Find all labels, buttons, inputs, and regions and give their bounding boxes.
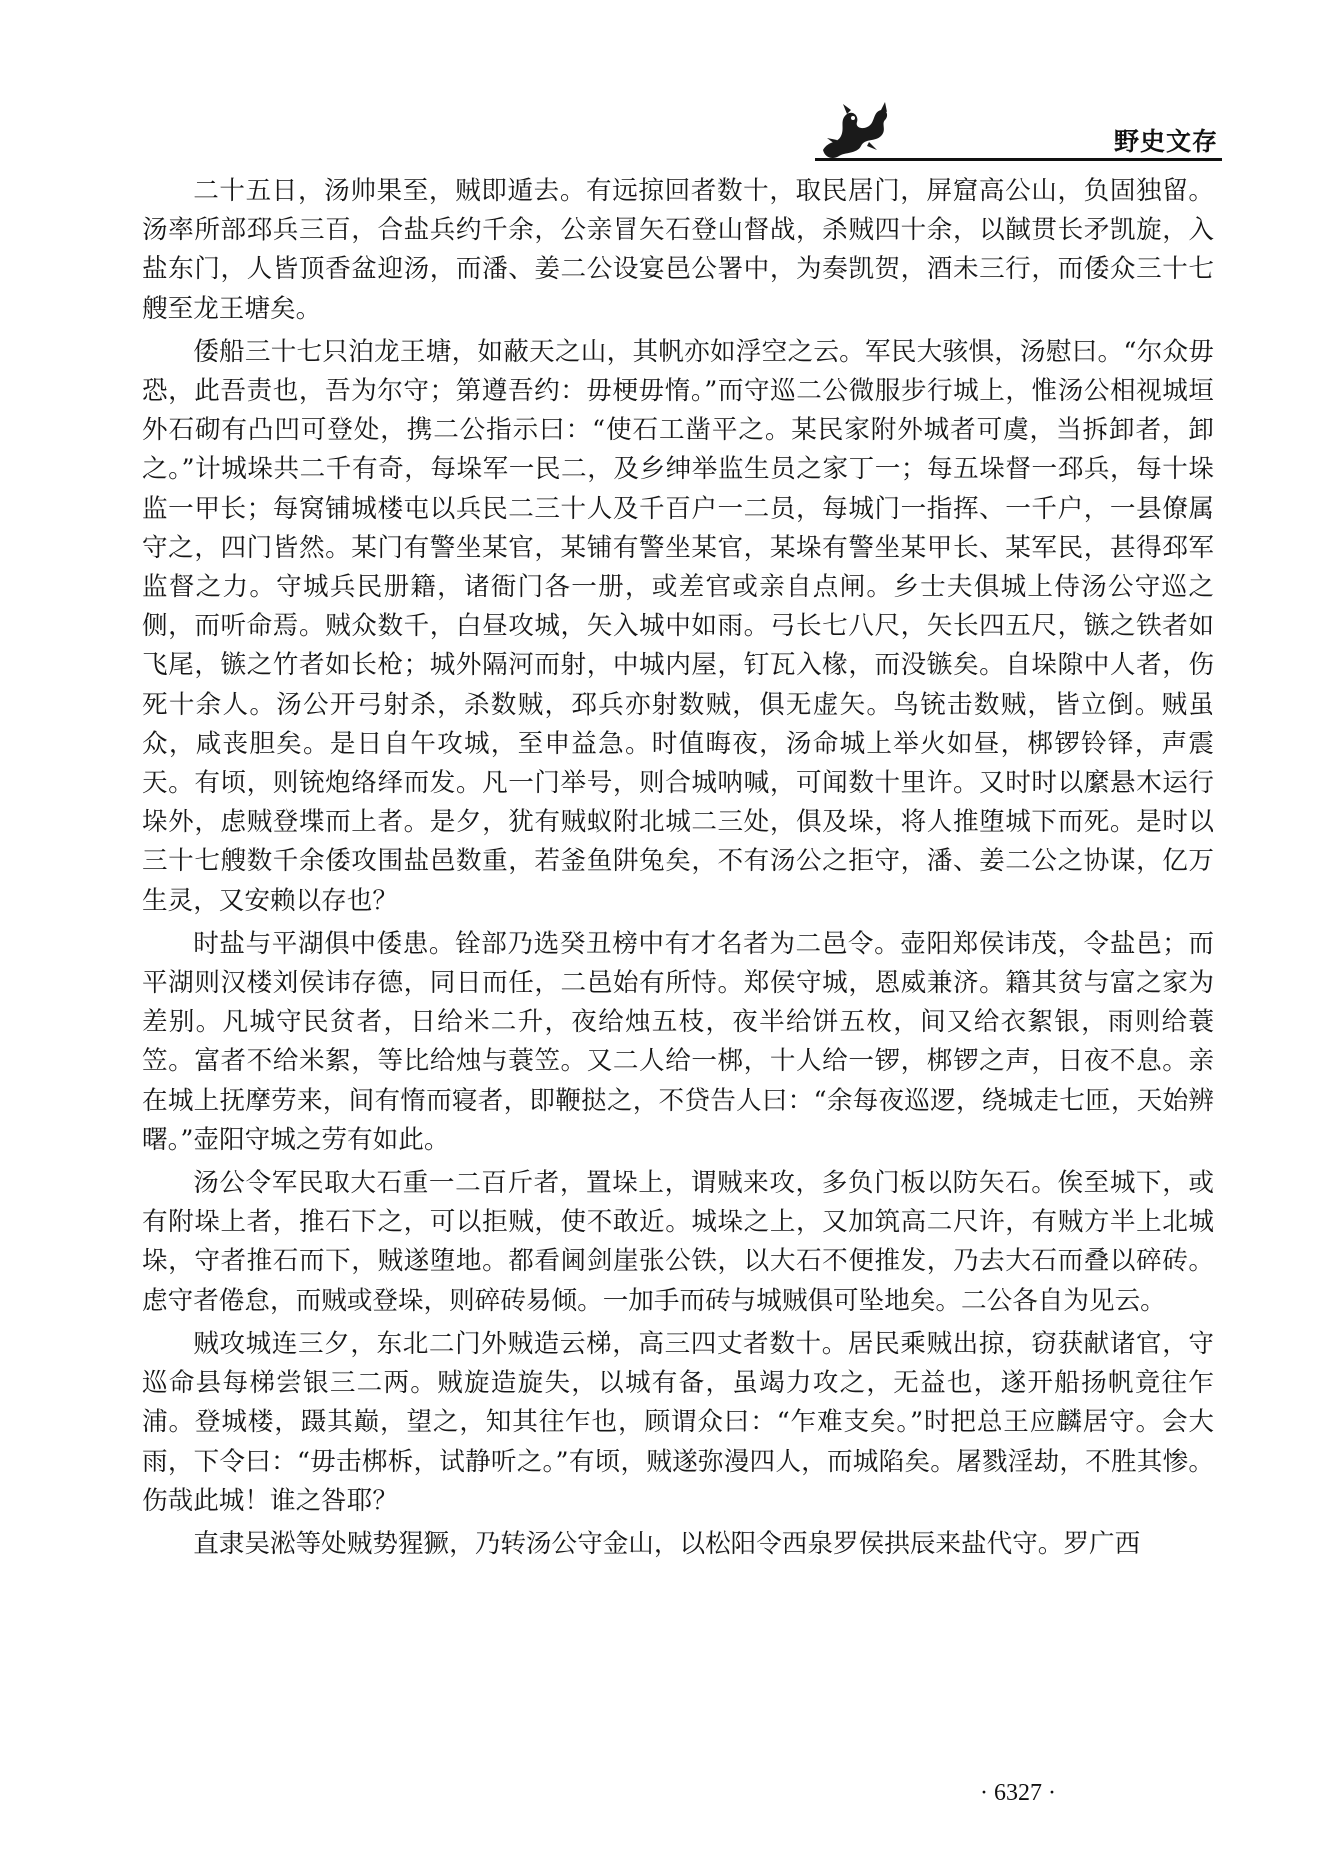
paragraph: 直隶吴淞等处贼势猩獗，乃转汤公守金山，以松阳令西泉罗侯拱辰来盐代守。罗广西 [193, 1528, 1141, 1559]
page-number: · 6327 · [980, 1780, 1056, 1806]
paragraph: 二十五日，汤帅果至，贼即遁去。有远掠回者数十，取民居门，屏窟高公山，负固独留。汤率所部邳兵三百，合盐兵约千余，公亲冒矢石登山督战，杀贼四十余，以馘贯长矛凯旋，入盐东门，人皆顶香盆迎汤，而潘、姜二公设宴邑公署中，为奏凯贺，酒未三行，而倭众三十七艘至龙王塘矣。 [142, 176, 1214, 324]
paragraph: 倭船三十七只泊龙王塘，如蔽天之山，其帆亦如浮空之云。军民大骇惧，汤慰曰。“尔众毋恐，此吾责也，吾为尔守；第遵吾约：毋梗毋惰。”而守巡二公微服步行城上，惟汤公相视城垣外石砌有凸凹可登处，携二公指示曰：“使石工凿平之。某民家附外城者可虞，当拆卸者，卸之。”计城垛共二千有奇，每垛军一民二，及乡绅举监生员之家丁一；每五垛督一邳兵，每十垛监一甲长；每窝铺城楼屯以兵民二三十人及千百户一二员，每城门一指挥、一千户，一县僚属守之，四门皆然。某门有警坐某官，某铺有警坐某官，某垛有警坐某甲长、某军民，甚得邳军监督之力。守城兵民册籍，诸衙门各一册，或差官或亲自点闸。乡士夫俱城上侍汤公守巡之侧，而听命焉。贼众数千，白昼攻城，矢入城中如雨。弓长七八尺，矢长四五尺，镞之铁者如飞尾，镞之竹者如长枪；城外隔河而射，中城内屋，钉瓦入椽，而没镞矣。自垛隙中人者，伤死十余人。汤公开弓射杀，杀数贼，邳兵亦射数贼，俱无虚矢。鸟铳击数贼，皆立倒。贼虽众，咸丧胆矣。是日自午攻城，至申益急。时值晦夜，汤命城上举火如昼，梆锣铃铎，声震天。有顷，则铳炮络绎而发。凡一门举号，则合城呐喊，可闻数十里许。又时时以縻悬木运行垛外，虑贼登堞而上者。是夕，犹有贼蚁附北城二三处，俱及垛，将人推堕城下而死。是时以三十七艘数千余倭攻围盐邑数重，若釜鱼阱兔矣，不有汤公之拒守，潘、姜二公之协谋，亿万生灵，又安赖以存也？ [142, 336, 1214, 916]
series-title: 野史文存 [1113, 127, 1218, 156]
dragon-emblem-icon [815, 100, 895, 162]
body-text [142, 172, 1214, 1568]
running-header [815, 100, 1222, 162]
paragraph: 贼攻城连三夕，东北二门外贼造云梯，高三四丈者数十。居民乘贼出掠，窃获献诸官，守巡命县每梯尝银三二两。贼旋造旋失，以城有备，虽竭力攻之，无益也，遂开船扬帆竟往乍浦。登城楼，蹑其巅，望之，知其往乍也，顾谓众曰：“乍难支矣。”时把总王应麟居守。会大雨，下令曰：“毋击梆柝，试静听之。”有顷，贼遂弥漫四人，而城陷矣。屠戮淫劫，不胜其惨。伤哉此城！谁之咎耶？ [142, 1328, 1214, 1516]
paragraph: 汤公令军民取大石重一二百斤者，置垛上，谓贼来攻，多负门板以防矢石。俟至城下，或有附垛上者，推石下之，可以拒贼，使不敢近。城垛之上，又加筑高二尺许，有贼方半上北城垛，守者推石而下，贼遂堕地。都看阃剑崖张公铁，以大石不便推发，乃去大石而叠以碎砖。虑守者倦怠，而贼或登垛，则碎砖易倾。一加手而砖与城贼俱可坠地矣。二公各自为见云。 [142, 1168, 1214, 1316]
header-rule [815, 158, 1222, 161]
paragraph: 时盐与平湖俱中倭患。铨部乃选癸丑榜中有才名者为二邑令。壶阳郑侯讳茂，令盐邑；而平湖则汉楼刘侯讳存德，同日而任，二邑始有所恃。郑侯守城，恩威兼济。籍其贫与富之家为差别。凡城守民贫者，日给米二升，夜给烛五枝，夜半给饼五枚，间又给衣絮银，雨则给蓑笠。富者不给米絮，等比给烛与蓑笠。又二人给一梆，十人给一锣，梆锣之声，日夜不息。亲在城上抚摩劳来，间有惰而寝者，即鞭挞之，不贷告人曰：“余每夜巡逻，绕城走七匝，天始辨曙。”壶阳守城之劳有如此。 [142, 928, 1214, 1155]
